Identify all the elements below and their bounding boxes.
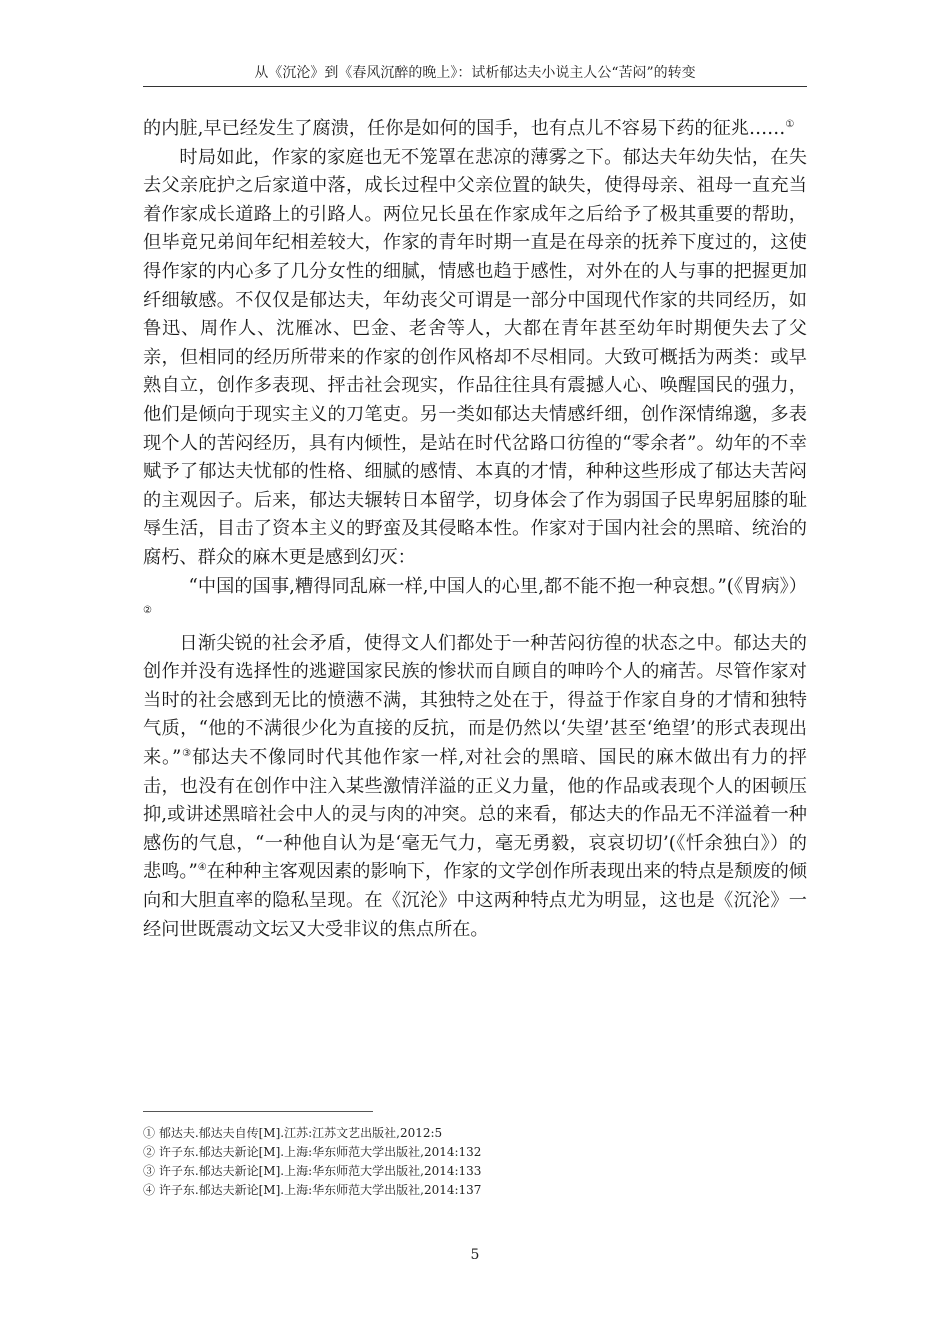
paragraph-continuation [143, 115, 807, 144]
footnote-rule [143, 1111, 373, 1112]
footnote-ref[interactable]: ② [143, 605, 152, 617]
paragraph-text: 在种种主客观因素的影响下，作家的文学创作所表现出来的特点是颓废的倾向和大胆直率的隐私呈现。在《沉沦》中这两种特点尤为明显，这也是《沉沦》一经问世既震动文坛又大受非议的焦点所在。 [143, 861, 807, 940]
footnote: ② 许子东.郁达夫新论[M].上海:华东师范大学出版社,2014:132 [143, 1145, 482, 1159]
paragraph [143, 630, 807, 945]
footnote: ④ 许子东.郁达夫新论[M].上海:华东师范大学出版社,2014:137 [143, 1183, 482, 1197]
running-header: 从《沉沦》到《春风沉醉的晚上》：试析郁达夫小说主人公“苦闷”的转变 [254, 65, 696, 81]
header-rule [143, 86, 807, 87]
body-text [143, 115, 807, 944]
block-quote [143, 573, 807, 630]
page-number: 5 [470, 1247, 480, 1263]
footnote-ref[interactable]: ④ [197, 862, 207, 874]
paragraph-text: 郁达夫不像同时代其他作家一样,对社会的黑暗、国民的麻木做出有力的抨击，也没有在创作中注入某些激情洋溢的正义力量，他的作品或表现个人的困顿压抑,或讲述黑暗社会中人的灵与肉的冲突。总的来看，郁达夫的作品无不洋溢着一种感伤的气息，“一种他自认为是‘毫无气力，毫无勇毅，哀哀切切’(《忏余独白》）的悲鸣。” [143, 747, 807, 883]
footnote: ③ 许子东.郁达夫新论[M].上海:华东师范大学出版社,2014:133 [143, 1164, 482, 1178]
footnotes [143, 1124, 807, 1200]
footnote-ref[interactable]: ① [785, 119, 795, 130]
paragraph: 时局如此，作家的家庭也无不笼罩在悲凉的薄雾之下。郁达夫年幼失怙，在失去父亲庇护之后家道中落，成长过程中父亲位置的缺失，使得母亲、祖母一直充当着作家成长道路上的引路人。两位兄长虽在作家成年之后给予了极其重要的帮助，但毕竟兄弟间年纪相差较大，作家的青年时期一直是在母亲的抚养下度过的，这使得作家的内心多了几分女性的细腻，情感也趋于感性，对外在的人与事的把握更加纤细敏感。不仅仅是郁达夫，年幼丧父可谓是一部分中国现代作家的共同经历，如鲁迅、周作人、沈雁冰、巴金、老舍等人，大都在青年甚至幼年时期便失去了父亲，但相同的经历所带来的作家的创作风格却不尽相同。大致可概括为两类：或早熟自立，创作多表现、抨击社会现实，作品往往具有震撼人心、唤醒国民的强力，他们是倾向于现实主义的刀笔吏。另一类如郁达夫情感纤细，创作深情绵邈，多表现个人的苦闷经历，具有内倾性，是站在时代岔路口彷徨的“零余者”。幼年的不幸赋予了郁达夫忧郁的性格、细腻的感情、本真的才情，种种这些形成了郁达夫苦闷的主观因子。后来，郁达夫辗转日本留学，切身体会了作为弱国子民卑躬屈膝的耻辱生活，目击了资本主义的野蛮及其侵略本性。作家对于国内社会的黑暗、统治的腐朽、群众的麻木更是感到幻灭： [143, 146, 807, 568]
footnote-ref[interactable]: ③ [181, 748, 192, 760]
quote-text: “中国的国事,糟得同乱麻一样,中国人的心里,都不能不抱一种哀想。”(《胃病》） [188, 575, 807, 597]
footnote: ① 郁达夫.郁达夫自传[M].江苏:江苏文艺出版社,2012:5 [143, 1126, 443, 1140]
paragraph-text: 的内脏,早已经发生了腐溃，任你是如何的国手，也有点儿不容易下药的征兆…… [143, 118, 786, 139]
paragraph-text: 日渐尖锐的社会矛盾，使得文人们都处于一种苦闷彷徨的状态之中。郁达夫的创作并没有选择性的逃避国家民族的惨状而自顾自的呻吟个人的痛苦。尽管作家对当时的社会感到无比的愤懑不满，其独特之处在于，得益于作家自身的才情和独特气质，“他的不满很少化为直接的反抗，而是仍然以‘失望’甚至‘绝望’的形式表现出来。” [143, 632, 807, 769]
